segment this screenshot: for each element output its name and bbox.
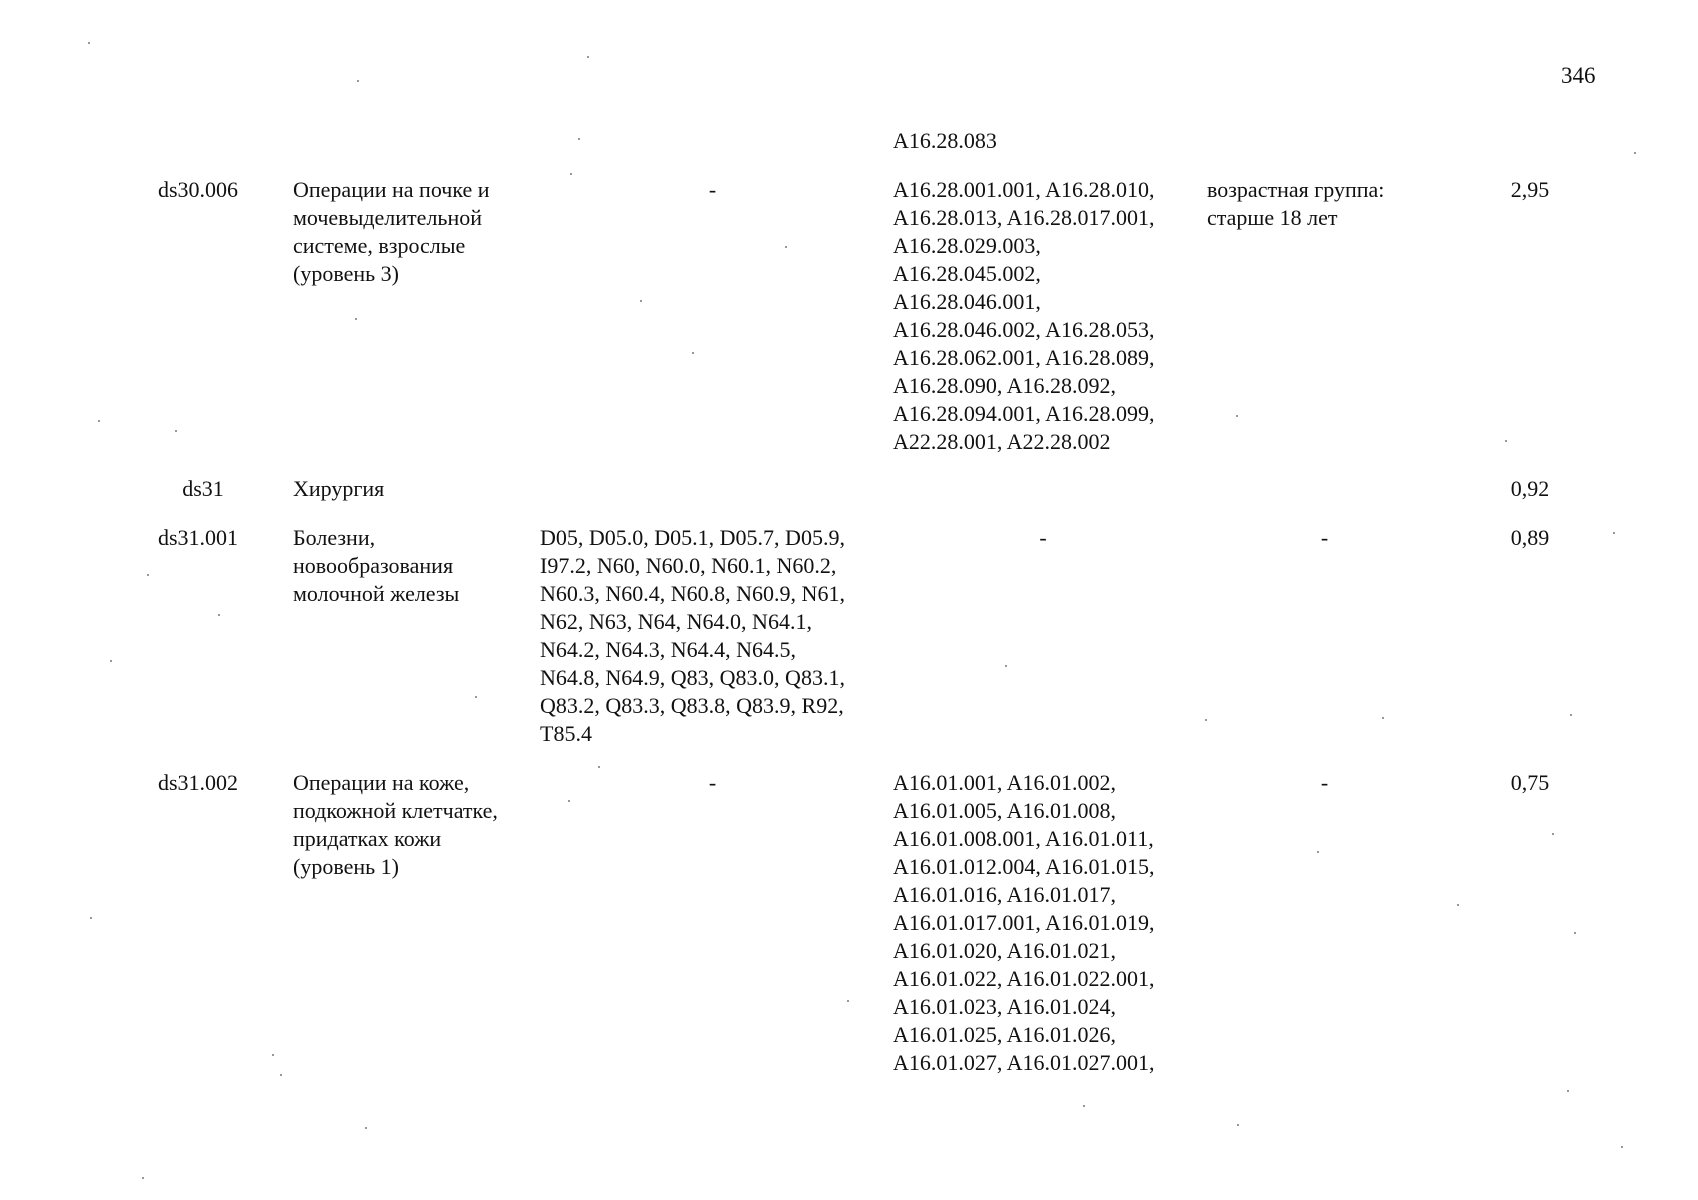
carryover-service-codes: A16.28.083 [893,128,997,153]
row-criteria: возрастная группа: старше 18 лет [1207,177,1385,230]
row-coefficient: 0,92 [1510,476,1550,501]
row-criteria: - [1320,770,1329,795]
row-criteria: - [1320,525,1329,550]
row-code: ds31.002 [158,770,239,795]
row-name: Болезни, новообразования молочной железы [293,525,460,606]
row-diagnoses: - [708,770,717,795]
row-services: - [1039,525,1047,550]
row-coefficient: 2,95 [1510,177,1550,202]
row-coefficient: 0,89 [1510,525,1550,550]
row-diagnoses: D05, D05.0, D05.1, D05.7, D05.9, I97.2, N60, N60.0, N60.1, N60.2, N60.3, N60.4, N60.8, N60.9, N61, N62, N63, N64, N64.0, N64.1, N64.2, N64.3, N64.4, N64.5, N64.8, N64.9, Q83, Q83.0, Q83.1, Q83.2, Q83.3, Q83.8, Q83.9, R92, T85.4 [540,525,845,746]
row-services: A16.01.001, A16.01.002, A16.01.005, A16.01.008, A16.01.008.001, A16.01.011, A16.01.012.004, A16.01.015, A16.01.016, A16.01.017, A16.01.017.001, A16.01.019, A16.01.020, A16.01.021, A16.01.022, A16.01.022.001, A16.01.023, A16.01.024, A16.01.025, A16.01.026, A16.01.027, A16.01.027.001, [893,770,1155,1075]
row-services: A16.28.001.001, A16.28.010, A16.28.013, A16.28.017.001, A16.28.029.003, A16.28.045.002, A16.28.046.001, A16.28.046.002, A16.28.053, A16.28.062.001, A16.28.089, A16.28.090, A16.28.092, A16.28.094.001, A16.28.099, A22.28.001, A22.28.002 [893,177,1155,454]
row-coefficient: 0,75 [1510,770,1550,795]
row-code: ds31 [182,476,224,501]
row-diagnoses: - [708,177,717,202]
page-number: 346 [1561,63,1596,88]
row-code: ds31.001 [158,525,239,550]
row-code: ds30.006 [158,177,239,202]
row-name: Операции на почке и мочевыделительной системе, взрослые (уровень 3) [293,177,490,286]
row-name: Операции на коже, подкожной клетчатке, придатках кожи (уровень 1) [293,770,498,879]
row-name: Хирургия [293,476,385,501]
